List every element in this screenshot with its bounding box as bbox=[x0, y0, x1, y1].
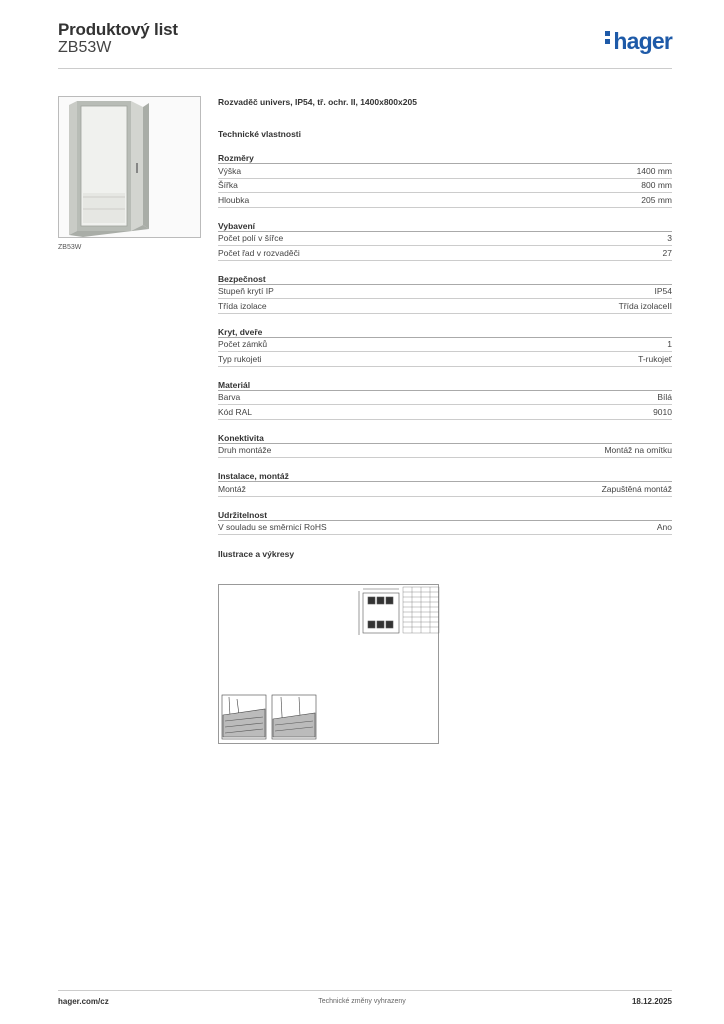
section-cover-doors bbox=[218, 326, 672, 367]
technical-properties-heading: Technické vlastnosti bbox=[218, 129, 301, 139]
spec-label: Počet řad v rozvaděči bbox=[218, 247, 300, 258]
dimension-table bbox=[403, 587, 439, 633]
spec-label: V souladu se směrnicí RoHS bbox=[218, 522, 327, 533]
spec-row bbox=[218, 285, 672, 300]
spec-label: Výška bbox=[218, 165, 242, 176]
section-title: Udržitelnost bbox=[218, 509, 672, 521]
enclosure-image bbox=[59, 97, 202, 239]
illustrations-heading: Ilustrace a výkresy bbox=[218, 549, 295, 559]
logo-colon-icon bbox=[605, 28, 611, 47]
section-title: Konektivita bbox=[218, 432, 672, 444]
spec-value: 1 bbox=[667, 339, 672, 350]
spec-content bbox=[218, 97, 672, 561]
section-sustainability bbox=[218, 509, 672, 536]
spec-row bbox=[218, 232, 672, 247]
photo-caption: ZB53W bbox=[58, 244, 82, 251]
spec-label: Hloubka bbox=[218, 194, 250, 205]
spec-value: 9010 bbox=[653, 406, 672, 417]
spec-label: Počet zámků bbox=[218, 339, 268, 350]
spec-row bbox=[218, 405, 672, 420]
section-material bbox=[218, 379, 672, 420]
section-title: Materiál bbox=[218, 379, 672, 391]
spec-label: Třída izolace bbox=[218, 300, 267, 311]
footer-website: hager.com/cz bbox=[58, 997, 109, 1006]
spec-value: IP54 bbox=[654, 286, 672, 297]
spec-row bbox=[218, 179, 672, 194]
spec-row bbox=[218, 193, 672, 208]
product-photo bbox=[58, 96, 201, 238]
spec-label: Typ rukojeti bbox=[218, 353, 262, 364]
spec-row bbox=[218, 299, 672, 314]
spec-value: T-rukojeť bbox=[638, 353, 672, 364]
illustrations-panel bbox=[218, 584, 439, 744]
spec-label: Stupeň krytí IP bbox=[218, 286, 274, 297]
spec-label: Montáž bbox=[218, 483, 246, 494]
spec-value: Ano bbox=[656, 522, 672, 533]
dimension-drawing bbox=[359, 589, 399, 635]
installation-drawing-2 bbox=[272, 695, 316, 739]
product-description: Rozvaděč univers, IP54, tř. ochr. II, 1400x800x205 bbox=[218, 97, 417, 107]
spec-value: 800 mm bbox=[641, 180, 672, 191]
spec-row bbox=[218, 391, 672, 406]
spec-row bbox=[218, 352, 672, 367]
spec-row bbox=[218, 482, 672, 497]
hager-logo bbox=[605, 28, 672, 55]
spec-value: Bílá bbox=[657, 392, 672, 403]
section-title: Bezpečnost bbox=[218, 273, 672, 285]
product-code: ZB53W bbox=[58, 39, 112, 56]
footer-date: 18.12.2025 bbox=[631, 997, 672, 1006]
section-title: Rozměry bbox=[218, 152, 672, 164]
spec-value: 205 mm bbox=[641, 194, 672, 205]
spec-label: Počet polí v šířce bbox=[218, 233, 284, 244]
spec-value: 1400 mm bbox=[636, 165, 672, 176]
installation-drawing-1 bbox=[222, 695, 266, 739]
spec-value: Montáž na omítku bbox=[604, 445, 672, 456]
spec-row bbox=[218, 164, 672, 179]
header-divider bbox=[58, 68, 672, 69]
spec-label: Šířka bbox=[218, 180, 238, 191]
footer-notice: Technické změny vyhrazeny bbox=[318, 998, 406, 1005]
section-title: Vybavení bbox=[218, 220, 672, 232]
spec-value: 27 bbox=[662, 247, 672, 258]
logo-text: hager bbox=[613, 28, 672, 54]
spec-label: Druh montáže bbox=[218, 445, 272, 456]
technical-drawings bbox=[219, 585, 440, 745]
footer-divider bbox=[58, 990, 672, 991]
spec-row bbox=[218, 521, 672, 536]
spec-value: Třída izolaceII bbox=[618, 300, 672, 311]
section-title: Kryt, dveře bbox=[218, 326, 672, 338]
section-safety bbox=[218, 273, 672, 314]
spec-value: Zapuštěná montáž bbox=[601, 483, 672, 494]
section-connectivity bbox=[218, 432, 672, 459]
page-header bbox=[58, 20, 672, 70]
section-dimensions bbox=[218, 152, 672, 208]
spec-label: Kód RAL bbox=[218, 406, 253, 417]
section-installation bbox=[218, 470, 672, 497]
spec-label: Barva bbox=[218, 392, 241, 403]
section-title: Instalace, montáž bbox=[218, 470, 672, 482]
spec-value: 3 bbox=[667, 233, 672, 244]
spec-row bbox=[218, 338, 672, 353]
document-title: Produktový list bbox=[58, 20, 178, 39]
spec-row bbox=[218, 444, 672, 459]
section-equipment bbox=[218, 220, 672, 261]
spec-row bbox=[218, 246, 672, 261]
